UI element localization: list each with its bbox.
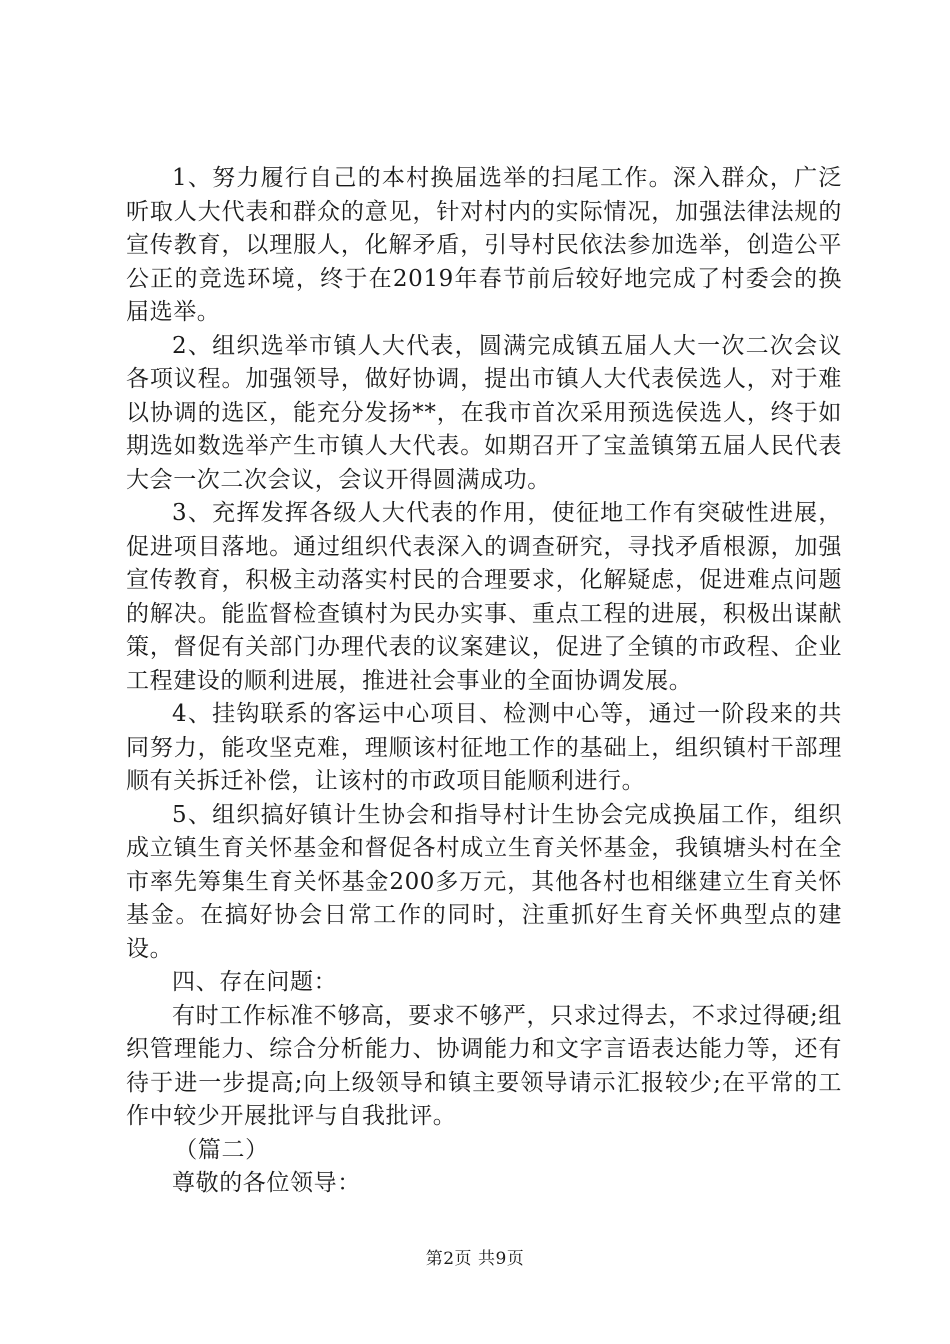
paragraph-item-2: 2、组织选举市镇人大代表，圆满完成镇五届人大一次二次会议各项议程。加强领导，做好协调，提出市镇人大代表侯选人，对于难以协调的选区，能充分发扬**，在我市首次采用预选侯选人，终于如期选如数选举产生市镇人大代表。如期召开了宝盖镇第五届人民代表大会一次二次会议，会议开得圆满成功。	[126, 332, 842, 493]
paragraph-item-3: 3、充挥发挥各级人大代表的作用，使征地工作有突破性进展，促进项目落地。通过组织代表深入的调查研究，寻找矛盾根源，加强宣传教育，积极主动落实村民的合理要求，化解疑虑，促进难点问题的解决。能监督检查镇村为民办实事、重点工程的进展，积极出谋献策，督促有关部门办理代表的议案建议，促进了全镇的市政程、企业工程建设的顺利进展，推进社会事业的全面协调发展。	[126, 500, 842, 694]
section-heading: 四、存在问题：	[172, 969, 338, 995]
salutation: 尊敬的各位领导：	[172, 1170, 361, 1196]
document-body	[126, 162, 842, 1201]
part-label: （篇二）	[174, 1136, 269, 1163]
paragraph-item-5: 5、组织搞好镇计生协会和指导村计生协会完成换届工作，组织成立镇生育关怀基金和督促各村成立生育关怀基金，我镇塘头村在全市率先筹集生育关怀基金200多万元，其他各村也相继建立生育关怀基金。在搞好协会日常工作的同时，注重抓好生育关怀典型点的建设。	[126, 801, 842, 962]
paragraph-item-1: 1、努力履行自己的本村换届选举的扫尾工作。深入群众，广泛听取人大代表和群众的意见，针对村内的实际情况，加强法律法规的宣传教育，以理服人，化解矛盾，引导村民依法参加选举，创造公平公正的竞选环境，终于在2019年春节前后较好地完成了村委会的换届选举。	[126, 165, 842, 325]
problems-paragraph: 有时工作标准不够高，要求不够严，只求过得去，不求过得硬;组织管理能力、综合分析能力、协调能力和文字言语表达能力等，还有待于进一步提高;向上级领导和镇主要领导请示汇报较少;在平常的工作中较少开展批评与自我批评。	[126, 1002, 842, 1129]
page-footer: 第2页 共9页	[425, 1249, 525, 1269]
paragraph-item-4: 4、挂钩联系的客运中心项目、检测中心等，通过一阶段来的共同努力，能攻坚克难，理顺该村征地工作的基础上，组织镇村干部理顺有关拆迁补偿，让该村的市政项目能顺利进行。	[126, 701, 842, 794]
